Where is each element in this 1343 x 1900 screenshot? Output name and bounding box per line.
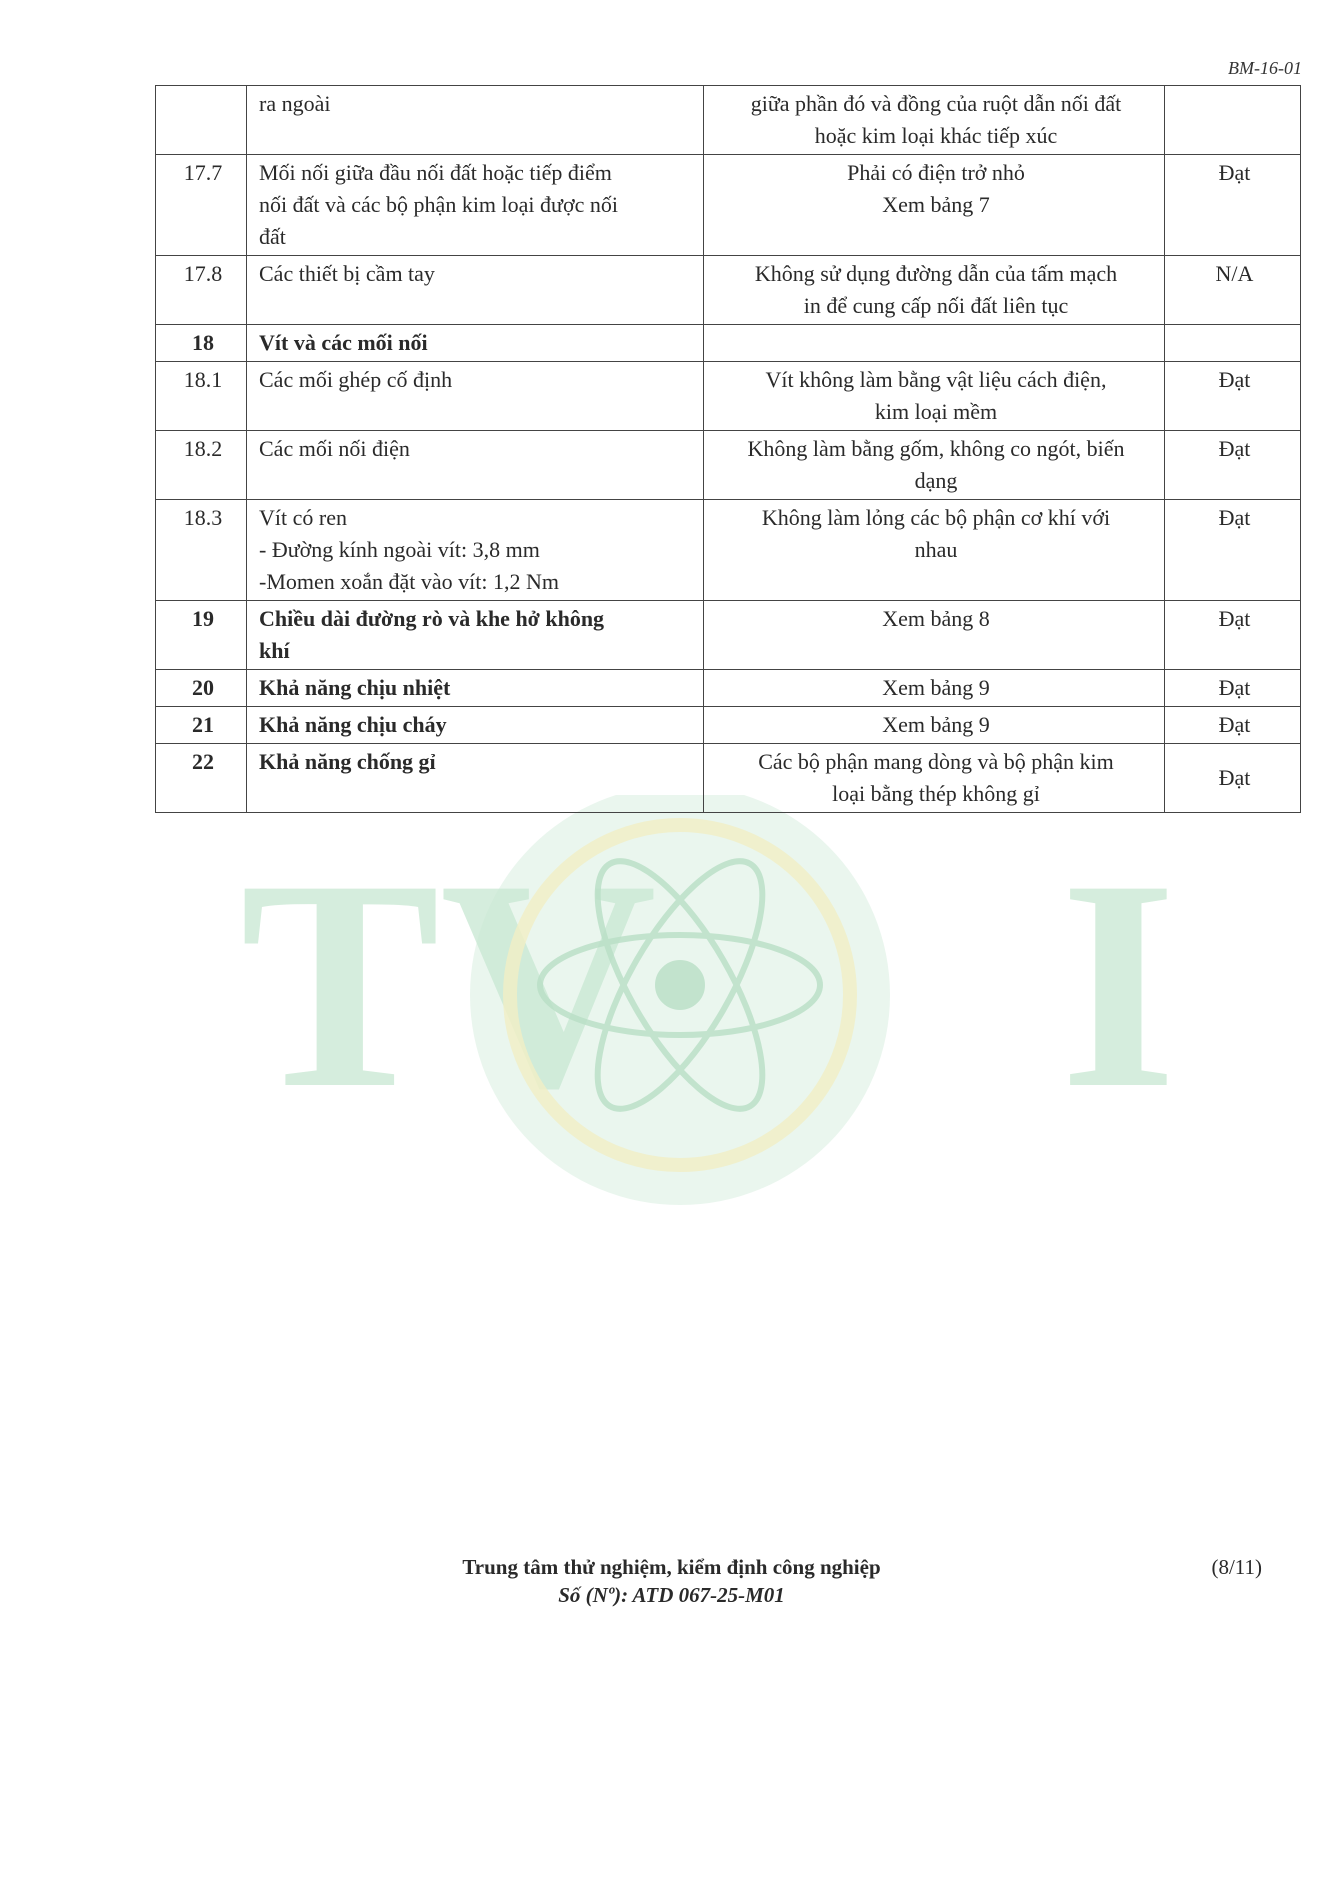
footer-organization: Trung tâm thử nghiệm, kiểm định công nghiệp <box>462 1555 881 1579</box>
result: N/A <box>1165 256 1301 325</box>
svg-text:I: I <box>1060 818 1177 1150</box>
table-row <box>156 431 1301 500</box>
test-item-line: -Momen xoắn đặt vào vít: 1,2 Nm <box>259 569 560 594</box>
result <box>1165 325 1301 362</box>
test-item-line: Mối nối giữa đầu nối đất hoặc tiếp điểm <box>259 160 612 185</box>
requirement-line: Xem bảng 8 <box>882 606 990 631</box>
clause-number: 18.1 <box>156 362 247 431</box>
requirement-line: Phải có điện trở nhỏ <box>847 160 1025 185</box>
table-row <box>156 670 1301 707</box>
table-row <box>156 362 1301 431</box>
requirement-line: Vít không làm bằng vật liệu cách điện, <box>765 367 1107 392</box>
test-item <box>247 500 704 601</box>
footer-document-number: Số (Nº): ATD 067-25-M01 <box>558 1583 785 1607</box>
test-item <box>247 86 704 155</box>
table-row <box>156 155 1301 256</box>
requirement-line: dạng <box>914 468 958 493</box>
result: Đạt <box>1165 431 1301 500</box>
requirement-line: Không làm lỏng các bộ phận cơ khí với <box>761 505 1111 530</box>
requirement-line: Các bộ phận mang dòng và bộ phận kim <box>758 749 1114 774</box>
requirement-line: in để cung cấp nối đất liên tục <box>803 293 1069 318</box>
result <box>1165 86 1301 155</box>
test-item-line: Vít có ren <box>259 505 347 530</box>
clause-number: 18 <box>156 325 247 362</box>
test-item-line: Các thiết bị cầm tay <box>259 261 435 286</box>
test-item <box>247 256 704 325</box>
requirement <box>704 325 1165 362</box>
test-item-line: đất <box>259 224 286 249</box>
test-item <box>247 362 704 431</box>
requirement <box>704 500 1165 601</box>
clause-number: 20 <box>156 670 247 707</box>
test-item <box>247 707 704 744</box>
table-row <box>156 86 1301 155</box>
test-item-line: Các mối nối điện <box>259 436 410 461</box>
clause-number: 17.8 <box>156 256 247 325</box>
table-row <box>156 325 1301 362</box>
result: Đạt <box>1165 670 1301 707</box>
requirement <box>704 86 1165 155</box>
clause-number: 17.7 <box>156 155 247 256</box>
test-results-table <box>155 85 1301 813</box>
requirement <box>704 601 1165 670</box>
result: Đạt <box>1165 744 1301 813</box>
requirement-line: Xem bảng 7 <box>882 192 990 217</box>
test-item-line: Vít và các mối nối <box>259 330 428 355</box>
footer <box>0 1553 1343 1609</box>
form-code: BM-16-01 <box>1228 58 1302 78</box>
svg-text:TV: TV <box>240 818 657 1150</box>
test-item-line: nối đất và các bộ phận kim loại được nối <box>259 192 618 217</box>
requirement <box>704 155 1165 256</box>
requirement-line: Không làm bằng gốm, không co ngót, biến <box>747 436 1125 461</box>
clause-number: 22 <box>156 744 247 813</box>
test-item <box>247 744 704 813</box>
table-row <box>156 744 1301 813</box>
result: Đạt <box>1165 155 1301 256</box>
requirement-line: Không sử dụng đường dẫn của tấm mạch <box>754 261 1118 286</box>
test-item <box>247 601 704 670</box>
requirement <box>704 431 1165 500</box>
clause-number: 21 <box>156 707 247 744</box>
requirement-line: Xem bảng 9 <box>882 712 990 737</box>
requirement-line: nhau <box>914 537 958 562</box>
clause-number <box>156 86 247 155</box>
test-item-line: Các mối ghép cố định <box>259 367 453 392</box>
table-row <box>156 256 1301 325</box>
requirement <box>704 362 1165 431</box>
requirement <box>704 744 1165 813</box>
test-item-line: ra ngoài <box>259 91 331 116</box>
requirement <box>704 256 1165 325</box>
tvci-watermark-logo <box>240 795 1240 1235</box>
requirement <box>704 707 1165 744</box>
test-item-line: Khả năng chịu nhiệt <box>259 675 451 700</box>
table-row <box>156 500 1301 601</box>
result: Đạt <box>1165 601 1301 670</box>
clause-number: 18.2 <box>156 431 247 500</box>
requirement-line: kim loại mềm <box>874 399 998 424</box>
table-row <box>156 707 1301 744</box>
test-item-line: Khả năng chịu cháy <box>259 712 447 737</box>
test-item-line: Chiều dài đường rò và khe hở không <box>259 606 605 631</box>
result: Đạt <box>1165 500 1301 601</box>
requirement <box>704 670 1165 707</box>
requirement-line: hoặc kim loại khác tiếp xúc <box>814 123 1058 148</box>
requirement-line: Xem bảng 9 <box>882 675 990 700</box>
requirement-line: loại bằng thép không gỉ <box>832 781 1040 806</box>
test-item <box>247 431 704 500</box>
clause-number: 19 <box>156 601 247 670</box>
test-item <box>247 155 704 256</box>
table-row <box>156 601 1301 670</box>
page-number: (8/11) <box>1211 1555 1262 1579</box>
clause-number: 18.3 <box>156 500 247 601</box>
result: Đạt <box>1165 707 1301 744</box>
requirement-line: giữa phần đó và đồng của ruột dẫn nối đất <box>750 91 1122 116</box>
test-item-line: - Đường kính ngoài vít: 3,8 mm <box>259 537 540 562</box>
test-item-line: Khả năng chống gỉ <box>259 749 436 774</box>
result: Đạt <box>1165 362 1301 431</box>
test-item-line: khí <box>259 638 290 663</box>
test-item <box>247 670 704 707</box>
test-item <box>247 325 704 362</box>
